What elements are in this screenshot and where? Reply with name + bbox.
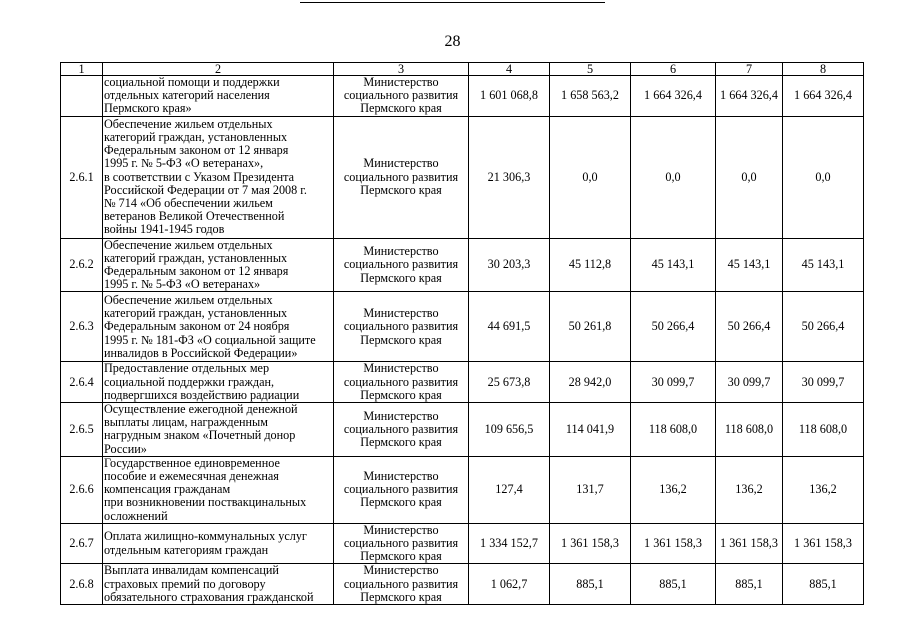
funding-value: 0,0 (550, 116, 631, 238)
activity-name: Оплата жилищно-коммунальных услуг отдельным категориям граждан (103, 523, 334, 564)
funding-value: 118 608,0 (716, 403, 783, 457)
responsible-executor: Министерство социального развития Пермского края (334, 456, 469, 523)
funding-value: 50 266,4 (631, 292, 716, 362)
activity-name: Обеспечение жильем отдельных категорий граждан, установленных Федеральным законом от 12 января 1995 г. № 5-ФЗ «О ветеранах», в соответствии с Указом Президента Российской Федерации от 7 мая 2008 г. № 714 «Об обеспечении жильем ветеранов Великой Отечественной войны 1941-1945 годов (103, 116, 334, 238)
table-row (61, 76, 864, 117)
responsible-executor: Министерство социального развития Пермского края (334, 523, 469, 564)
table-row (61, 238, 864, 292)
funding-value: 1 361 158,3 (631, 523, 716, 564)
funding-value: 136,2 (631, 456, 716, 523)
table-row (61, 523, 864, 564)
table-row (61, 403, 864, 457)
funding-value: 109 656,5 (469, 403, 550, 457)
funding-value: 45 143,1 (631, 238, 716, 292)
funding-value: 50 266,4 (716, 292, 783, 362)
activity-name: Обеспечение жильем отдельных категорий граждан, установленных Федеральным законом от 24 ноября 1995 г. № 181-ФЗ «О социальной защите инвалидов в Российской Федерации» (103, 292, 334, 362)
responsible-executor: Министерство социального развития Пермского края (334, 403, 469, 457)
activity-name: социальной помощи и поддержки отдельных категорий населения Пермского края» (103, 76, 334, 117)
funding-value: 21 306,3 (469, 116, 550, 238)
row-number: 2.6.1 (61, 116, 103, 238)
column-number: 2 (103, 63, 334, 76)
funding-value: 1 334 152,7 (469, 523, 550, 564)
funding-value: 131,7 (550, 456, 631, 523)
funding-value: 45 112,8 (550, 238, 631, 292)
table-row (61, 456, 864, 523)
responsible-executor: Министерство социального развития Пермского края (334, 116, 469, 238)
column-number: 5 (550, 63, 631, 76)
funding-value: 1 658 563,2 (550, 76, 631, 117)
funding-value: 44 691,5 (469, 292, 550, 362)
activity-name: Выплата инвалидам компенсаций страховых премий по договору обязательного страхования гражданской (103, 564, 334, 605)
row-number: 2.6.3 (61, 292, 103, 362)
row-number: 2.6.2 (61, 238, 103, 292)
funding-value: 1 664 326,4 (631, 76, 716, 117)
funding-value: 1 361 158,3 (550, 523, 631, 564)
row-number: 2.6.5 (61, 403, 103, 457)
funding-value: 127,4 (469, 456, 550, 523)
activity-name: Обеспечение жильем отдельных категорий граждан, установленных Федеральным законом от 12 января 1995 г. № 5-ФЗ «О ветеранах» (103, 238, 334, 292)
activity-name: Осуществление ежегодной денежной выплаты лицам, награжденным нагрудным знаком «Почетный донор России» (103, 403, 334, 457)
funding-value: 136,2 (783, 456, 864, 523)
column-number: 8 (783, 63, 864, 76)
table-row (61, 362, 864, 403)
funding-value: 30 099,7 (783, 362, 864, 403)
column-number: 1 (61, 63, 103, 76)
funding-value: 28 942,0 (550, 362, 631, 403)
funding-value: 118 608,0 (783, 403, 864, 457)
funding-value: 45 143,1 (716, 238, 783, 292)
funding-value: 0,0 (783, 116, 864, 238)
funding-value: 136,2 (716, 456, 783, 523)
activity-name: Государственное единовременное пособие и ежемесячная денежная компенсация гражданам при возникновении поствакцинальных осложнений (103, 456, 334, 523)
funding-value: 50 266,4 (783, 292, 864, 362)
row-number: 2.6.7 (61, 523, 103, 564)
funding-value: 1 361 158,3 (783, 523, 864, 564)
funding-value: 45 143,1 (783, 238, 864, 292)
funding-value: 25 673,8 (469, 362, 550, 403)
funding-value: 885,1 (783, 564, 864, 605)
funding-value: 30 099,7 (716, 362, 783, 403)
funding-value: 885,1 (550, 564, 631, 605)
row-number: 2.6.6 (61, 456, 103, 523)
responsible-executor: Министерство социального развития Пермского края (334, 362, 469, 403)
funding-value: 1 664 326,4 (716, 76, 783, 117)
funding-value: 114 041,9 (550, 403, 631, 457)
table-row (61, 116, 864, 238)
row-number: 2.6.8 (61, 564, 103, 605)
column-number: 4 (469, 63, 550, 76)
budget-table (60, 62, 864, 605)
funding-value: 0,0 (631, 116, 716, 238)
column-number-row (61, 63, 864, 76)
responsible-executor: Министерство социального развития Пермского края (334, 292, 469, 362)
column-number: 6 (631, 63, 716, 76)
column-number: 7 (716, 63, 783, 76)
funding-value: 50 261,8 (550, 292, 631, 362)
funding-value: 885,1 (716, 564, 783, 605)
top-rule (300, 2, 605, 3)
table-row (61, 292, 864, 362)
table-row (61, 564, 864, 605)
responsible-executor: Министерство социального развития Пермского края (334, 238, 469, 292)
page-number: 28 (444, 33, 461, 50)
activity-name: Предоставление отдельных мер социальной поддержки граждан, подвергшихся воздействию радиации (103, 362, 334, 403)
responsible-executor: Министерство социального развития Пермского края (334, 76, 469, 117)
responsible-executor: Министерство социального развития Пермского края (334, 564, 469, 605)
row-number (61, 76, 103, 117)
funding-value: 0,0 (716, 116, 783, 238)
funding-value: 1 062,7 (469, 564, 550, 605)
row-number: 2.6.4 (61, 362, 103, 403)
funding-value: 885,1 (631, 564, 716, 605)
funding-value: 1 601 068,8 (469, 76, 550, 117)
funding-value: 1 664 326,4 (783, 76, 864, 117)
column-number: 3 (334, 63, 469, 76)
funding-value: 30 203,3 (469, 238, 550, 292)
funding-value: 30 099,7 (631, 362, 716, 403)
funding-value: 118 608,0 (631, 403, 716, 457)
funding-value: 1 361 158,3 (716, 523, 783, 564)
